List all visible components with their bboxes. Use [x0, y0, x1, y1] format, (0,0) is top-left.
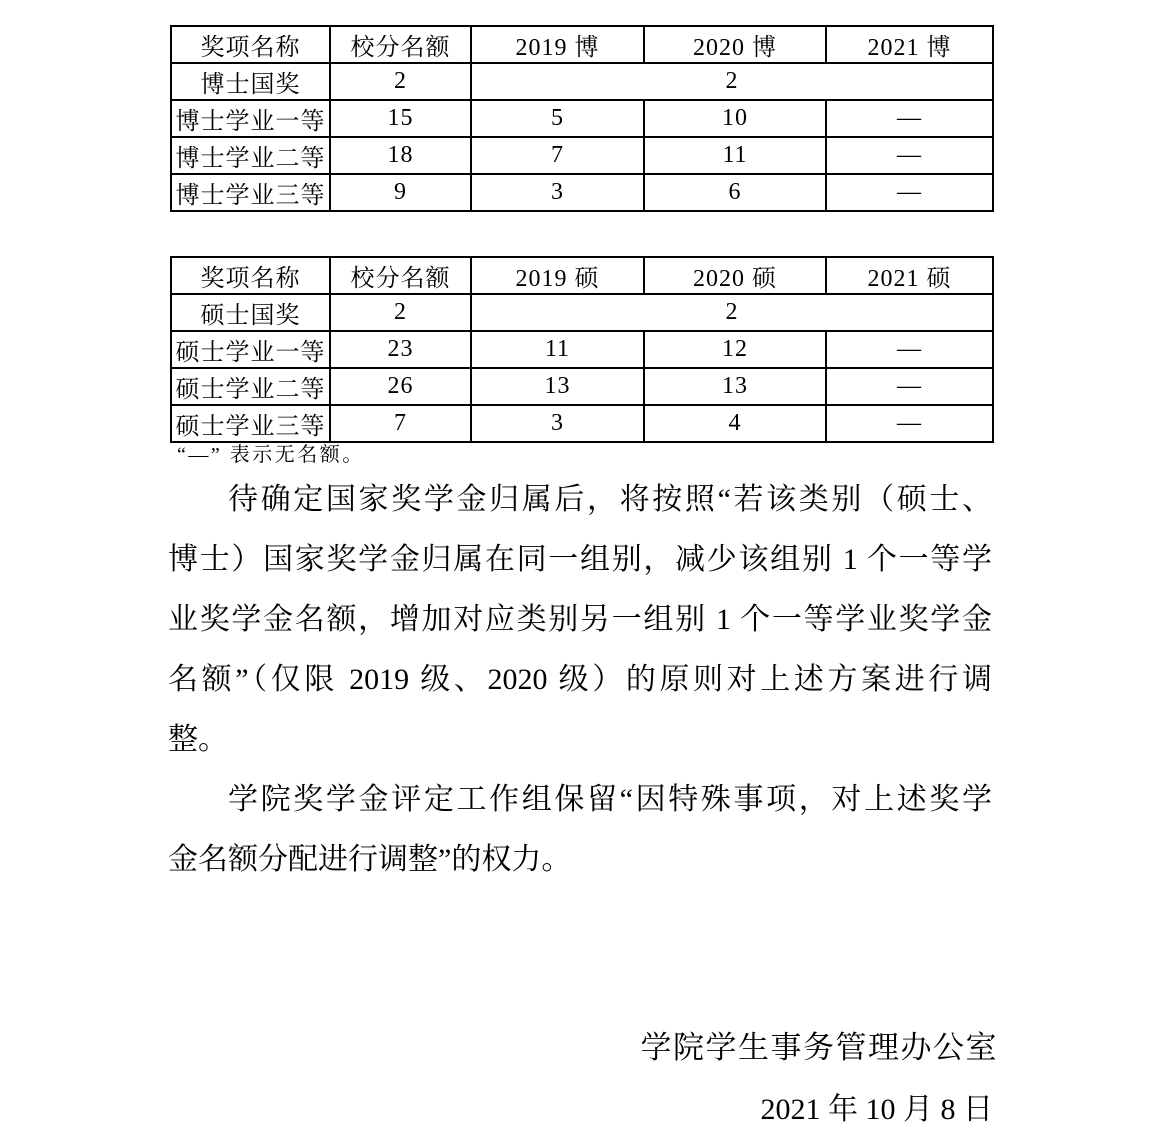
- cell: 3: [471, 174, 644, 211]
- cell-award-name: 硕士学业一等: [171, 331, 330, 368]
- cell-quota: 15: [330, 100, 471, 137]
- cell: —: [826, 368, 993, 405]
- cell-award-name: 博士国奖: [171, 63, 330, 100]
- dash-footnote: “—” 表示无名额。: [177, 444, 365, 466]
- cell: —: [826, 137, 993, 174]
- table-header-row: [171, 257, 993, 294]
- header-cell-2021: 2021 博: [826, 26, 993, 63]
- table-row: [171, 294, 993, 331]
- header-cell-award-name: 奖项名称: [171, 257, 330, 294]
- cell-quota: 26: [330, 368, 471, 405]
- header-cell-2019: 2019 硕: [471, 257, 644, 294]
- body-text: [168, 470, 992, 890]
- header-cell-school-quota: 校分名额: [330, 257, 471, 294]
- header-cell-2019: 2019 博: [471, 26, 644, 63]
- cell: —: [826, 405, 993, 442]
- cell: 6: [644, 174, 826, 211]
- table-row: [171, 137, 993, 174]
- cell-quota: 2: [330, 294, 471, 331]
- doctoral-awards-table: [170, 25, 994, 212]
- cell: —: [826, 100, 993, 137]
- table-header-row: [171, 26, 993, 63]
- cell: 12: [644, 331, 826, 368]
- table-row: [171, 63, 993, 100]
- paragraph-line: 业奖学金名额，增加对应类别另一组别 1 个一等学业奖学金: [168, 603, 992, 636]
- cell: 13: [471, 368, 644, 405]
- cell: 10: [644, 100, 826, 137]
- header-cell-2021: 2021 硕: [826, 257, 993, 294]
- masters-awards-table: [170, 256, 994, 443]
- cell-award-name: 博士学业一等: [171, 100, 330, 137]
- cell: 4: [644, 405, 826, 442]
- cell-award-name: 硕士学业三等: [171, 405, 330, 442]
- paragraph-line: 整。: [168, 723, 228, 756]
- paragraph-line: 金名额分配进行调整”的权力。: [168, 843, 572, 876]
- cell: 13: [644, 368, 826, 405]
- cell-award-name: 博士学业二等: [171, 137, 330, 174]
- cell: 11: [471, 331, 644, 368]
- cell: —: [826, 331, 993, 368]
- table-row: [171, 405, 993, 442]
- merged-cell: 2: [471, 294, 993, 331]
- table-row: [171, 100, 993, 137]
- header-cell-2020: 2020 硕: [644, 257, 826, 294]
- cell-quota: 18: [330, 137, 471, 174]
- cell: 3: [471, 405, 644, 442]
- table-row: [171, 174, 993, 211]
- cell-quota: 23: [330, 331, 471, 368]
- paragraph-line: 学院奖学金评定工作组保留“因特殊事项，对上述奖学: [228, 783, 992, 816]
- cell: 5: [471, 100, 644, 137]
- paragraph-line: 待确定国家奖学金归属后，将按照“若该类别（硕士、: [228, 483, 992, 516]
- cell: 7: [471, 137, 644, 174]
- cell-award-name: 博士学业三等: [171, 174, 330, 211]
- cell-quota: 9: [330, 174, 471, 211]
- table-row: [171, 368, 993, 405]
- cell-award-name: 硕士国奖: [171, 294, 330, 331]
- merged-cell: 2: [471, 63, 993, 100]
- paragraph-line: 名额”（仅限 2019 级、2020 级）的原则对上述方案进行调: [168, 663, 992, 696]
- cell-quota: 7: [330, 405, 471, 442]
- header-cell-2020: 2020 博: [644, 26, 826, 63]
- table-row: [171, 331, 993, 368]
- header-cell-school-quota: 校分名额: [330, 26, 471, 63]
- cell: —: [826, 174, 993, 211]
- signature-organization: 学院学生事务管理办公室: [640, 1030, 998, 1065]
- signature-date: 2021 年 10 月 8 日: [760, 1093, 993, 1126]
- cell-award-name: 硕士学业二等: [171, 368, 330, 405]
- cell: 11: [644, 137, 826, 174]
- cell-quota: 2: [330, 63, 471, 100]
- header-cell-award-name: 奖项名称: [171, 26, 330, 63]
- paragraph-line: 博士）国家奖学金归属在同一组别，减少该组别 1 个一等学: [168, 543, 992, 576]
